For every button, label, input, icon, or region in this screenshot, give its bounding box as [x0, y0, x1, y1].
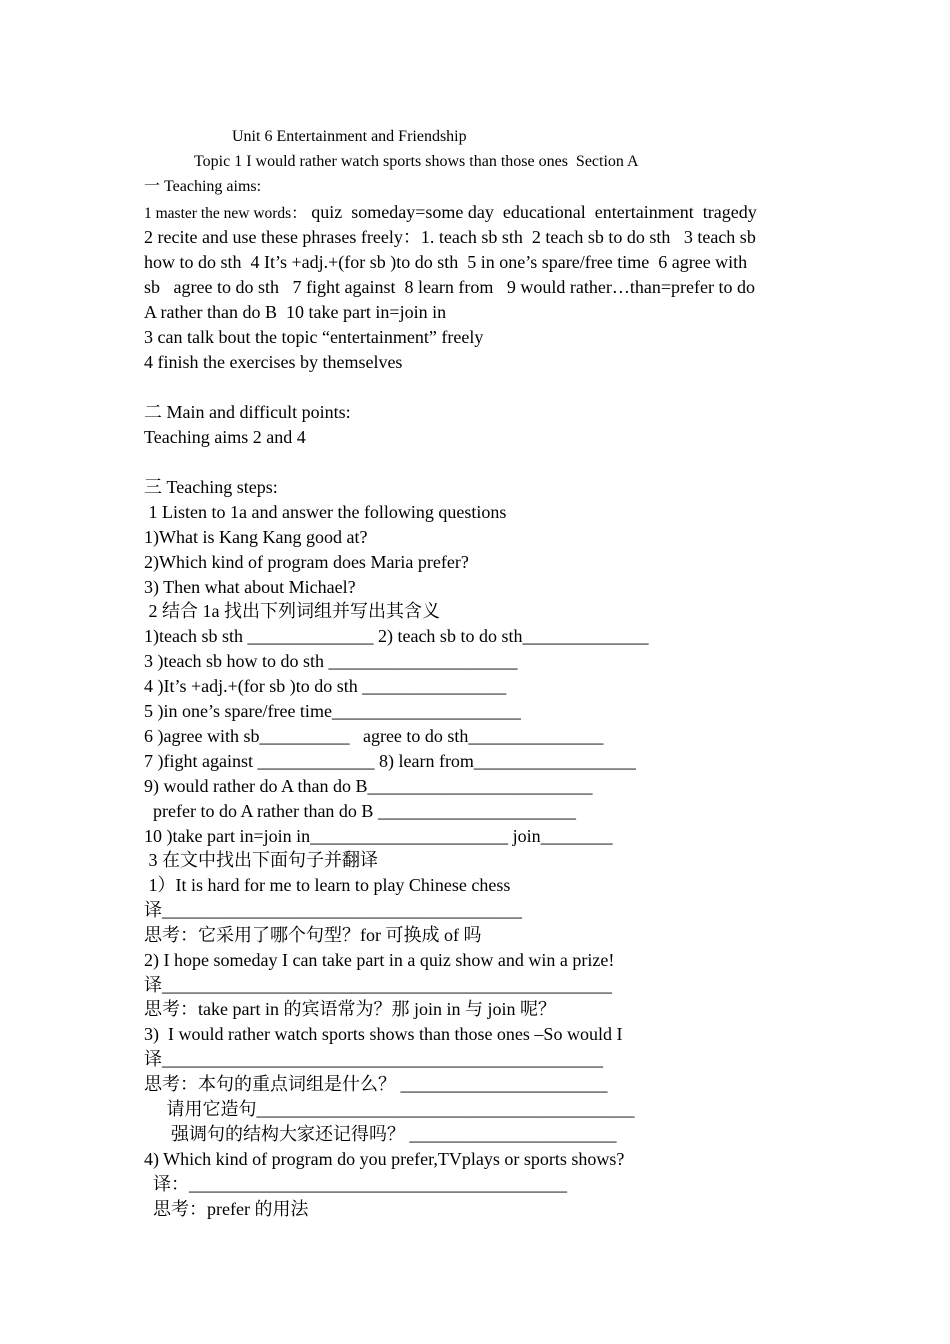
sentence-3: 3) I would rather watch sports shows than those ones –So would I [144, 1024, 623, 1044]
phrase-10: 10 )take part in=join in______________________ join________ [144, 826, 613, 846]
aim-2-line-1: 2 recite and use these phrases freely：1. teach sb sth 2 teach sb to do sth 3 teach sb [144, 227, 756, 247]
sentence-2: 2) I hope someday I can take part in a quiz show and win a prize! [144, 950, 615, 970]
phrase-1-2: 1)teach sb sth ______________ 2) teach sb to do sth______________ [144, 626, 649, 646]
aim-1-prefix: 1 master the new words： [144, 205, 307, 222]
sentence-4-think: 思考：prefer 的用法 [144, 1199, 309, 1219]
step-1: 1 Listen to 1a and answer the following questions [144, 502, 507, 522]
topic-subtitle: Topic 1 I would rather watch sports shows than those ones Section A [194, 153, 639, 170]
main-points-heading: 二 Main and difficult points: [144, 402, 351, 422]
aim-4: 4 finish the exercises by themselves [144, 352, 403, 372]
question-3: 3) Then what about Michael? [144, 577, 356, 597]
sentence-2-translation: 译__________________________________________________ [144, 975, 612, 995]
teaching-aims-heading: 一 Teaching aims: [144, 178, 262, 195]
aim-1-words: quiz someday=some day educational entertainment tragedy [306, 202, 757, 222]
question-1: 1)What is Kang Kang good at? [144, 527, 368, 547]
phrase-3: 3 )teach sb how to do sth _____________________ [144, 651, 518, 671]
phrase-9: 9) would rather do A than do B_________________________ [144, 776, 593, 796]
aim-3: 3 can talk bout the topic “entertainment” freely [144, 327, 484, 347]
phrase-6: 6 )agree with sb__________ agree to do sth_______________ [144, 726, 604, 746]
sentence-2-think: 思考：take part in 的宾语常为？那 join in 与 join 呢？ [144, 999, 556, 1019]
sentence-1: 1）It is hard for me to learn to play Chinese chess [144, 875, 511, 895]
sentence-1-think: 思考：它采用了哪个句型？for 可换成 of 吗 [144, 925, 482, 945]
sentence-3-make-sentence: 请用它造句__________________________________________ [144, 1099, 635, 1119]
main-points-text: Teaching aims 2 and 4 [144, 427, 306, 447]
phrase-4: 4 )It’s +adj.+(for sb )to do sth ________________ [144, 676, 507, 696]
aim-2-line-4: A rather than do B 10 take part in=join in [144, 302, 447, 322]
unit-title: Unit 6 Entertainment and Friendship [232, 128, 467, 145]
step-2: 2 结合 1a 找出下列词组并写出其含义 [144, 601, 440, 621]
sentence-4-translation: 译：__________________________________________ [144, 1174, 567, 1194]
phrase-9b: prefer to do A rather than do B ______________________ [144, 801, 576, 821]
aim-1 [144, 201, 757, 223]
sentence-3-translation: 译_________________________________________________ [144, 1049, 603, 1069]
phrase-7-8: 7 )fight against _____________ 8) learn from__________________ [144, 751, 636, 771]
question-2: 2)Which kind of program does Maria prefer? [144, 552, 469, 572]
teaching-steps-heading: 三 Teaching steps: [144, 477, 278, 497]
phrase-5: 5 )in one’s spare/free time_____________________ [144, 701, 521, 721]
sentence-4: 4) Which kind of program do you prefer,TVplays or sports shows? [144, 1149, 625, 1169]
sentence-3-think: 思考：本句的重点词组是什么？ _______________________ [144, 1074, 608, 1094]
step-3: 3 在文中找出下面句子并翻译 [144, 850, 378, 870]
aim-2-line-3: sb agree to do sth 7 fight against 8 learn from 9 would rather…than=prefer to do [144, 277, 755, 297]
sentence-1-translation: 译________________________________________ [144, 900, 522, 920]
sentence-3-emphasis: 强调句的结构大家还记得吗？ _______________________ [144, 1124, 617, 1144]
aim-2-line-2: how to do sth 4 It’s +adj.+(for sb )to do sth 5 in one’s spare/free time 6 agree with [144, 252, 748, 272]
